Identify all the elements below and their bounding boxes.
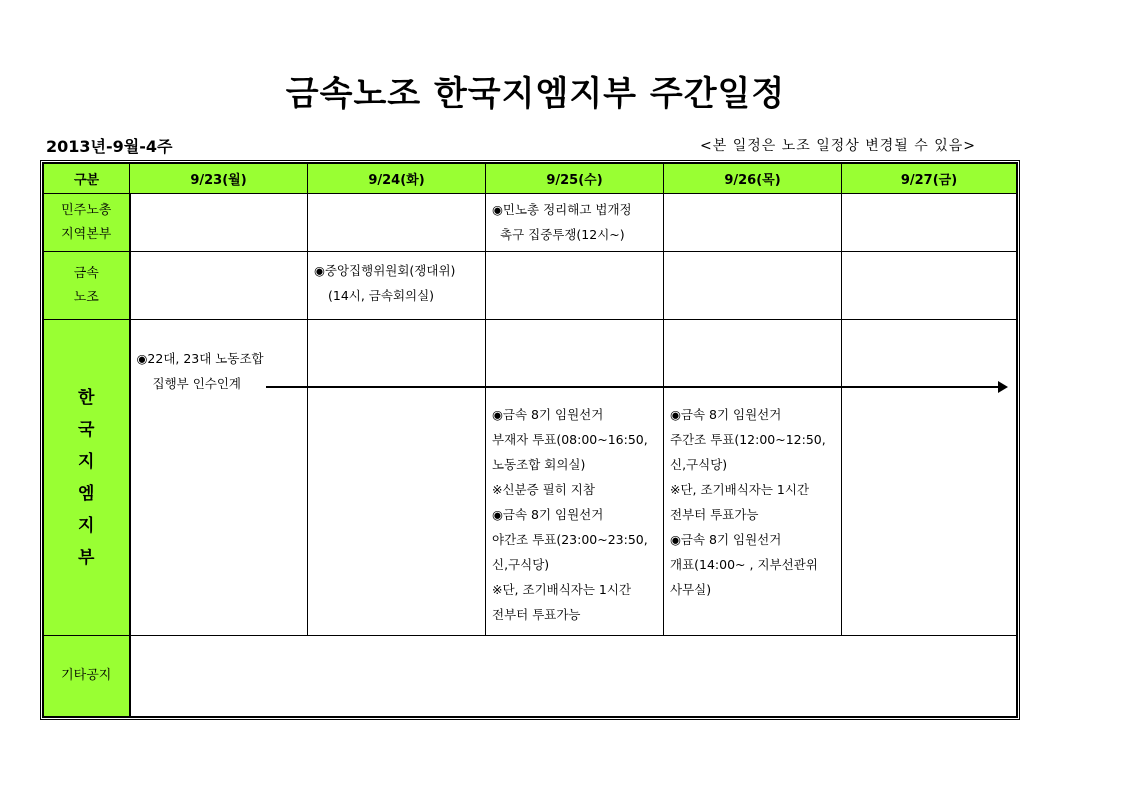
change-notice: <본 일정은 노조 일정상 변경될 수 있음>: [700, 138, 977, 154]
row-kctu: [44, 194, 1017, 252]
cell-kmwu-wed: [486, 252, 664, 320]
cell-kmwu-thu: [664, 252, 842, 320]
cell-kctu-tue: [308, 194, 486, 252]
cell-gm-mon: [130, 320, 308, 636]
cell-kmwu-mon: [130, 252, 308, 320]
cell-etc-notice: [130, 636, 1017, 717]
category-etc: 기타공지: [44, 636, 130, 717]
cell-kmwu-fri: [842, 252, 1017, 320]
cell-kctu-wed: [486, 194, 664, 252]
cell-gm-thu: [664, 320, 842, 636]
event-gm-thu: ◉금속 8기 임원선거 주간조 투표(12:00~12:50, 신,구식당) ※단, 조기배식자는 1시간 전부터 투표가능 ◉금속 8기 임원선거 개표(14:00~ , 지부선관위 사무실): [670, 407, 826, 597]
header-wed: 9/25(수): [486, 164, 664, 194]
page-title: 금속노조 한국지엠지부 주간일정: [285, 74, 786, 114]
row-etc: [44, 636, 1017, 717]
handover-arrow-line: [266, 386, 1002, 388]
category-kctu: 민주노총 지역본부: [44, 194, 130, 252]
header-thu: 9/26(목): [664, 164, 842, 194]
event-gm-wed: ◉금속 8기 임원선거 부재자 투표(08:00~16:50, 노동조합 회의실) ※신분증 필히 지참 ◉금속 8기 임원선거 야간조 투표(23:00~23:50, 신,구식당) ※단, 조기배식자는 1시간 전부터 투표가능: [492, 407, 648, 622]
cell-kmwu-tue: [308, 252, 486, 320]
week-label: 2013년-9월-4주: [46, 137, 173, 156]
header-fri: 9/27(금): [842, 164, 1017, 194]
event-kmwu-tue: ◉중앙집행위원회(쟁대위) (14시, 금속회의실): [314, 263, 456, 303]
arrow-head-icon: [998, 381, 1008, 393]
cell-gm-tue: [308, 320, 486, 636]
cell-kctu-fri: [842, 194, 1017, 252]
header-tue: 9/24(화): [308, 164, 486, 194]
header-category: 구분: [44, 164, 130, 194]
event-kctu-wed: ◉민노총 정리해고 법개정 촉구 집중투쟁(12시~): [492, 202, 632, 242]
cell-kctu-thu: [664, 194, 842, 252]
cell-kctu-mon: [130, 194, 308, 252]
cell-gm-fri: [842, 320, 1017, 636]
category-gm: 한 국 지 엠 지 부: [44, 320, 130, 636]
header-mon: 9/23(월): [130, 164, 308, 194]
category-kmwu: 금속 노조: [44, 252, 130, 320]
event-gm-mon: ◉22대, 23대 노동조합 집행부 인수인계: [136, 351, 264, 391]
header-row: [44, 164, 1017, 194]
schedule-table: [40, 160, 1020, 720]
row-gm: [44, 320, 1017, 636]
cell-gm-wed: [486, 320, 664, 636]
row-kmwu: [44, 252, 1017, 320]
